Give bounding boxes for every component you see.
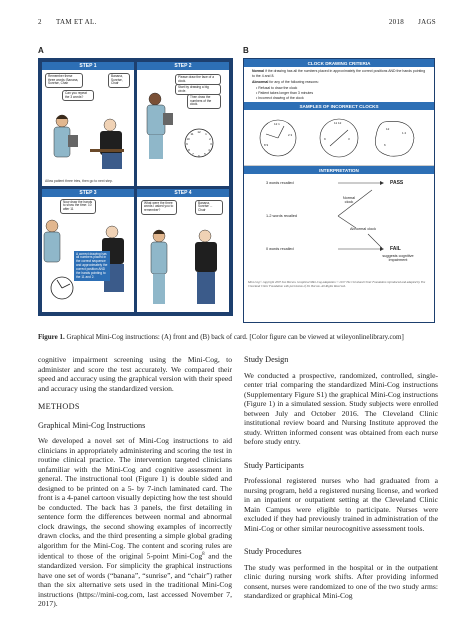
step-1-illustration bbox=[42, 69, 134, 181]
step-4-bubble-2: Banana, Sunrise ... Chair bbox=[195, 200, 223, 215]
svg-text:8 9: 8 9 bbox=[264, 143, 269, 148]
step-2-panel bbox=[137, 62, 229, 186]
methods-heading: METHODS bbox=[38, 402, 80, 411]
instructions-text-part-1: We developed a novel set of Mini-Cog instructions to aid clinicians in appropriately administering and scoring the test in routine clinical practice. The intervention targeted clinicians unfamiliar with the Mini-Cog and cognitive assessment in general. The instructional tool (Figure 1) is double sided and designed to be printed on a 5- by 7-inch laminated card. The front is a 4-panel cartoon visually depicting how the test should be conducted. The back has 3 panels, the first detailing in sentence form the differences between normal and abnormal clock drawings, the second showing examples of incorrectly drawn clocks, and the third presenting a simple global grading algorithm for the Mini-Cog. The content and scoring rules are identical to those of the original 5-point Mini-Cog bbox=[38, 436, 232, 561]
step-1-repeat-bubble: Can you repeat the 3 words? bbox=[62, 90, 94, 101]
interpretation-flowchart bbox=[244, 174, 434, 280]
step-3-title: STEP 3 bbox=[42, 189, 134, 197]
svg-text:1 2: 1 2 bbox=[402, 131, 407, 136]
svg-text:9: 9 bbox=[324, 137, 326, 142]
samples-title: SAMPLES OF INCORRECT CLOCKS bbox=[244, 102, 434, 110]
figure-label-b: B bbox=[243, 46, 249, 55]
running-head-year: 2018 bbox=[388, 18, 405, 26]
svg-text:12: 12 bbox=[197, 130, 201, 134]
step-3-panel bbox=[42, 189, 134, 313]
svg-text:1: 1 bbox=[205, 132, 207, 136]
step-1-nurse-bubble: Remember these three words: Banana, Sunrise, Chair bbox=[45, 73, 83, 88]
subsection-heading: Graphical Mini-Cog Instructions bbox=[38, 420, 146, 430]
zero-words-recalled: 0 words recalled bbox=[266, 247, 294, 252]
figure-label-a: A bbox=[38, 46, 44, 55]
step-3-info-box: A correct drawing has all numbers placed in the correct sequence and approximately the correct position AND the hands pointing to the 11 and 2. bbox=[74, 251, 110, 282]
pass-label: PASS bbox=[390, 180, 404, 187]
page-number: 2 bbox=[38, 18, 42, 26]
svg-text:7: 7 bbox=[192, 152, 194, 156]
figure-caption-label: Figure 1. bbox=[38, 333, 65, 341]
study-procedures-heading: Study Procedures bbox=[244, 547, 302, 556]
svg-text:10: 10 bbox=[186, 137, 190, 141]
sample-clocks-drawing bbox=[244, 110, 434, 166]
svg-text:4: 4 bbox=[208, 148, 210, 152]
step-2-bubble-3: Then draw the numbers of the clock. bbox=[187, 94, 221, 109]
reason-item: • Incorrect drawing of the clock bbox=[256, 96, 426, 101]
step-1-caption: Allow patient three tries, then go to next step. bbox=[45, 178, 113, 183]
step-4-illustration bbox=[137, 196, 229, 308]
svg-text:9: 9 bbox=[186, 142, 188, 146]
abnormal-label: Abnormal bbox=[252, 80, 269, 85]
study-participants-paragraph: Professional registered nurses who had graduated from a nursing program, held a registered nursing license, and worked in an inpatient or outpatient setting at the Cleveland Clinic Main Campus were eligible to participate. Nurses were excluded if they had previously trained in administration of the Mini-Cog or other similar neurocognitive assessment tools. bbox=[244, 476, 438, 533]
abnormal-clock-label: Abnormal clock bbox=[350, 227, 376, 232]
svg-text:12 1: 12 1 bbox=[274, 122, 280, 127]
step-4-bubble-1: What were the three words I asked you to remember? bbox=[141, 200, 177, 215]
fail-label: FAIL bbox=[390, 246, 401, 253]
figure-caption-text: Graphical Mini-Cog instructions: (A) front and (B) back of card. [Color figure can be viewed at wileyonlinelibrary.com] bbox=[66, 333, 404, 341]
svg-text:5: 5 bbox=[204, 152, 206, 156]
instructions-paragraph bbox=[38, 436, 232, 609]
step-4-title: STEP 4 bbox=[137, 189, 229, 197]
sample-clocks bbox=[244, 110, 434, 166]
step-1-panel bbox=[42, 62, 134, 186]
svg-text:11 12: 11 12 bbox=[334, 121, 342, 126]
study-participants-heading: Study Participants bbox=[244, 460, 304, 470]
abnormal-reasons bbox=[256, 86, 426, 100]
normal-clock-label: Normal clock bbox=[342, 196, 356, 205]
figure-panel-b bbox=[243, 58, 435, 323]
reason-item: • Patient takes longer than 3 minutes bbox=[256, 91, 426, 96]
instructions-text-part-2: and the standardized version. For simplicity the graphical instructions have one set of words (“banana”, “sunrise”, and “chair”) rather than the six alternative sets used in the traditional Mini-Cog instructions (https://mini-cog.com, last accessed November 7, 2017). bbox=[38, 551, 233, 609]
abnormal-text: for any of the following reasons: bbox=[269, 80, 319, 85]
svg-text:11: 11 bbox=[190, 132, 194, 136]
step-2-bubble-2: Start by drawing a big circle. bbox=[175, 84, 221, 95]
running-head-authors: TAM ET AL. bbox=[56, 18, 97, 26]
svg-text:3: 3 bbox=[348, 137, 350, 142]
study-procedures-paragraph: The study was performed in the hospital or in the outpatient clinic during nursing work shifts. After providing informed consent, nurses were randomized to one of the two study arms: standardized or graphical Mini-Cog bbox=[244, 562, 438, 600]
criteria-title: CLOCK DRAWING CRITERIA bbox=[244, 59, 434, 67]
step-4-panel bbox=[137, 189, 229, 313]
criteria-text bbox=[244, 67, 434, 102]
step-1-patient-bubble: Banana, Sunrise, Chair bbox=[108, 73, 130, 88]
figure-caption bbox=[38, 333, 438, 341]
right-column bbox=[244, 355, 438, 601]
interpretation-title: INTERPRETATION bbox=[244, 166, 434, 174]
reason-item: • Refusal to draw the clock bbox=[256, 86, 426, 91]
normal-label: Normal bbox=[252, 69, 265, 73]
svg-text:3: 3 bbox=[210, 142, 212, 146]
intro-paragraph: cognitive impairment screening using the Mini-Cog, to administer and score the test accurately. We compared their speed and accuracy using the graphical version with their speed and accuracy using the standardized version. bbox=[38, 355, 232, 393]
svg-text:6: 6 bbox=[384, 143, 386, 148]
step-2-bubble-1: Please draw the face of a clock. bbox=[175, 74, 221, 85]
normal-text: if the drawing has all the numbers placed in approximately the correct positions AND the hands pointing to the 4 and 8. bbox=[252, 69, 426, 78]
figure-panel-a bbox=[38, 58, 233, 316]
step-3-bubble: Now draw the hands to show the time: 10 after 11 bbox=[60, 199, 96, 214]
svg-text:8: 8 bbox=[188, 148, 190, 152]
running-head-journal: JAGS bbox=[418, 18, 436, 26]
copyright-footer: Mini-Cog© copyright 2007 Soo Borson. Graphical Mini-Cog adaptation © 2017 The Cleveland Clinic Foundation reproduced and adapted by The Cleveland Clinic Foundation with permission of Dr. Borson. All Rights Reserved. bbox=[248, 280, 426, 288]
one-two-words-recalled: 1-2 words recalled bbox=[266, 214, 298, 219]
running-head bbox=[38, 18, 436, 26]
step-2-illustration bbox=[137, 69, 229, 181]
study-design-paragraph: We conducted a prospective, randomized, controlled, single-center trial comparing the standardized Mini-Cog instructions (Supplementary Figure S1) the graphical Mini-Cog instructions (Figure 1) in a simulated session. Study subjects were enrolled between July and October 2016. The Cleveland Clinic institutional review board and Nursing Institute approved the study. Written informed consent was obtained from each nurse before study entry. bbox=[244, 370, 438, 446]
reference-superscript: 8 bbox=[202, 552, 205, 557]
step-1-title: STEP 1 bbox=[42, 62, 134, 70]
step-2-title: STEP 2 bbox=[137, 62, 229, 70]
left-column bbox=[38, 355, 232, 609]
svg-text:2: 2 bbox=[209, 137, 211, 141]
interpretation-arrows bbox=[244, 174, 434, 280]
svg-text:12: 12 bbox=[386, 127, 390, 132]
svg-text:2 3: 2 3 bbox=[288, 133, 293, 138]
three-words-recalled: 3 words recalled bbox=[266, 181, 294, 186]
svg-text:6: 6 bbox=[198, 154, 200, 158]
study-design-heading: Study Design bbox=[244, 355, 289, 364]
fail-subtext: suggests cognitive impairment bbox=[382, 254, 414, 263]
